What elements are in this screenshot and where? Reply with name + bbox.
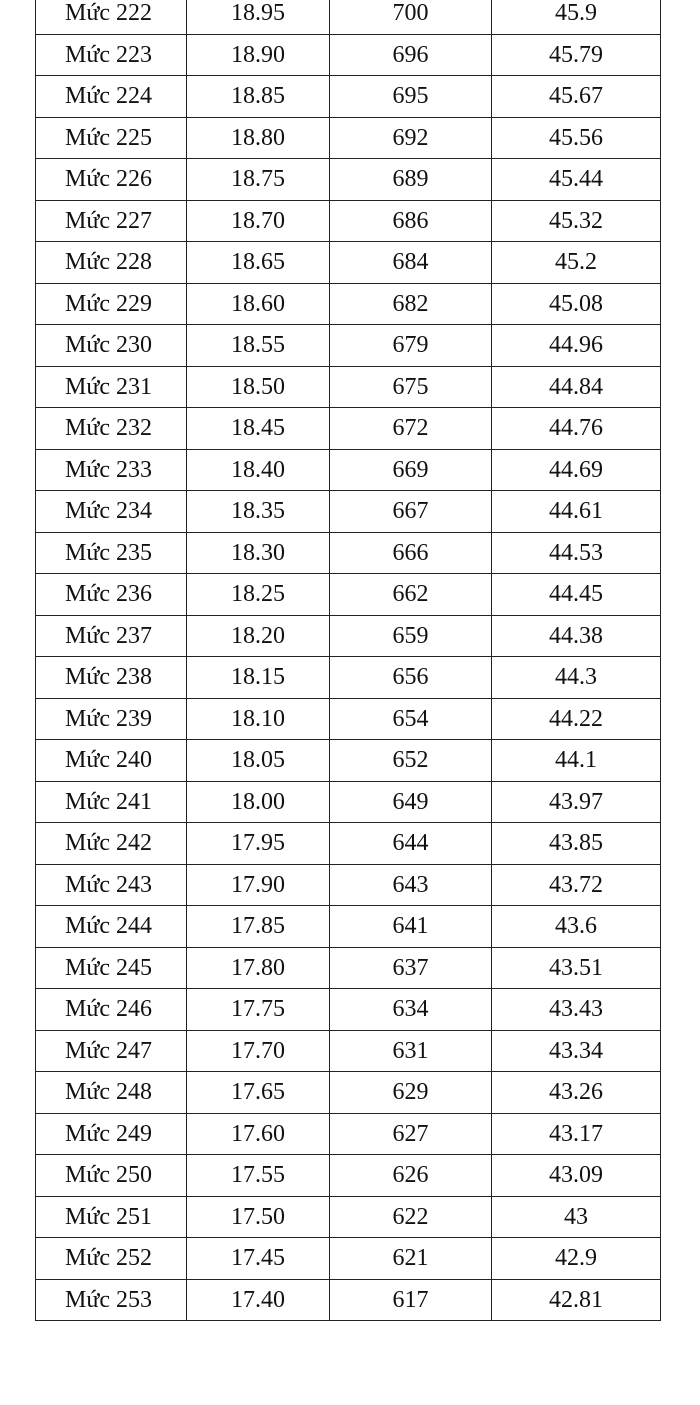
table-row <box>36 491 661 533</box>
table-row <box>36 698 661 740</box>
percent-cell: 43.09 <box>492 1155 661 1197</box>
rank-cell: 626 <box>330 1155 492 1197</box>
rank-cell: 631 <box>330 1030 492 1072</box>
rank-cell: 637 <box>330 947 492 989</box>
level-cell: Mức 239 <box>36 698 187 740</box>
table-row <box>36 1113 661 1155</box>
score-cell: 18.45 <box>187 408 330 450</box>
rank-cell: 666 <box>330 532 492 574</box>
table-row <box>36 283 661 325</box>
level-cell: Mức 243 <box>36 864 187 906</box>
table-row <box>36 1030 661 1072</box>
score-cell: 17.55 <box>187 1155 330 1197</box>
table-row <box>36 864 661 906</box>
rank-cell: 692 <box>330 117 492 159</box>
rank-cell: 617 <box>330 1279 492 1321</box>
table-row <box>36 574 661 616</box>
table-row <box>36 0 661 34</box>
score-cell: 18.25 <box>187 574 330 616</box>
level-cell: Mức 250 <box>36 1155 187 1197</box>
rank-cell: 654 <box>330 698 492 740</box>
level-cell: Mức 244 <box>36 906 187 948</box>
level-cell: Mức 227 <box>36 200 187 242</box>
score-cell: 18.50 <box>187 366 330 408</box>
table-row <box>36 408 661 450</box>
score-cell: 17.75 <box>187 989 330 1031</box>
score-cell: 17.60 <box>187 1113 330 1155</box>
percent-cell: 43.43 <box>492 989 661 1031</box>
score-cell: 18.95 <box>187 0 330 34</box>
rank-cell: 627 <box>330 1113 492 1155</box>
percent-cell: 44.22 <box>492 698 661 740</box>
level-cell: Mức 222 <box>36 0 187 34</box>
percent-cell: 42.9 <box>492 1238 661 1280</box>
table-row <box>36 532 661 574</box>
level-cell: Mức 242 <box>36 823 187 865</box>
score-cell: 17.70 <box>187 1030 330 1072</box>
score-table-body <box>36 0 661 1321</box>
percent-cell: 43.97 <box>492 781 661 823</box>
rank-cell: 643 <box>330 864 492 906</box>
level-cell: Mức 248 <box>36 1072 187 1114</box>
rank-cell: 675 <box>330 366 492 408</box>
score-cell: 18.85 <box>187 76 330 118</box>
percent-cell: 44.45 <box>492 574 661 616</box>
rank-cell: 621 <box>330 1238 492 1280</box>
percent-cell: 43.26 <box>492 1072 661 1114</box>
level-cell: Mức 240 <box>36 740 187 782</box>
rank-cell: 686 <box>330 200 492 242</box>
rank-cell: 662 <box>330 574 492 616</box>
level-cell: Mức 245 <box>36 947 187 989</box>
score-cell: 18.65 <box>187 242 330 284</box>
percent-cell: 44.84 <box>492 366 661 408</box>
percent-cell: 43 <box>492 1196 661 1238</box>
percent-cell: 44.61 <box>492 491 661 533</box>
table-row <box>36 325 661 367</box>
score-cell: 17.90 <box>187 864 330 906</box>
percent-cell: 45.67 <box>492 76 661 118</box>
percent-cell: 45.56 <box>492 117 661 159</box>
table-row <box>36 947 661 989</box>
percent-cell: 45.44 <box>492 159 661 201</box>
table-row <box>36 159 661 201</box>
score-cell: 17.65 <box>187 1072 330 1114</box>
rank-cell: 659 <box>330 615 492 657</box>
score-cell: 18.10 <box>187 698 330 740</box>
level-cell: Mức 231 <box>36 366 187 408</box>
level-cell: Mức 232 <box>36 408 187 450</box>
score-cell: 18.90 <box>187 34 330 76</box>
score-cell: 18.15 <box>187 657 330 699</box>
percent-cell: 43.6 <box>492 906 661 948</box>
rank-cell: 629 <box>330 1072 492 1114</box>
level-cell: Mức 224 <box>36 76 187 118</box>
percent-cell: 42.81 <box>492 1279 661 1321</box>
level-cell: Mức 236 <box>36 574 187 616</box>
percent-cell: 44.53 <box>492 532 661 574</box>
rank-cell: 700 <box>330 0 492 34</box>
score-table <box>35 0 661 1321</box>
level-cell: Mức 253 <box>36 1279 187 1321</box>
rank-cell: 684 <box>330 242 492 284</box>
table-row <box>36 76 661 118</box>
rank-cell: 634 <box>330 989 492 1031</box>
table-row <box>36 34 661 76</box>
score-cell: 17.80 <box>187 947 330 989</box>
rank-cell: 682 <box>330 283 492 325</box>
level-cell: Mức 249 <box>36 1113 187 1155</box>
percent-cell: 44.96 <box>492 325 661 367</box>
percent-cell: 45.32 <box>492 200 661 242</box>
table-row <box>36 1155 661 1197</box>
percent-cell: 44.1 <box>492 740 661 782</box>
level-cell: Mức 247 <box>36 1030 187 1072</box>
score-cell: 18.20 <box>187 615 330 657</box>
table-row <box>36 615 661 657</box>
table-row <box>36 200 661 242</box>
score-cell: 18.60 <box>187 283 330 325</box>
score-cell: 17.95 <box>187 823 330 865</box>
level-cell: Mức 238 <box>36 657 187 699</box>
table-row <box>36 1072 661 1114</box>
rank-cell: 679 <box>330 325 492 367</box>
rank-cell: 641 <box>330 906 492 948</box>
score-cell: 18.30 <box>187 532 330 574</box>
rank-cell: 656 <box>330 657 492 699</box>
table-row <box>36 657 661 699</box>
score-cell: 18.05 <box>187 740 330 782</box>
level-cell: Mức 235 <box>36 532 187 574</box>
rank-cell: 672 <box>330 408 492 450</box>
rank-cell: 689 <box>330 159 492 201</box>
table-row <box>36 906 661 948</box>
level-cell: Mức 233 <box>36 449 187 491</box>
table-row <box>36 117 661 159</box>
rank-cell: 649 <box>330 781 492 823</box>
score-cell: 17.45 <box>187 1238 330 1280</box>
percent-cell: 43.85 <box>492 823 661 865</box>
table-row <box>36 242 661 284</box>
score-cell: 18.80 <box>187 117 330 159</box>
score-cell: 17.50 <box>187 1196 330 1238</box>
percent-cell: 44.38 <box>492 615 661 657</box>
table-row <box>36 449 661 491</box>
table-row <box>36 1196 661 1238</box>
score-cell: 18.70 <box>187 200 330 242</box>
score-cell: 18.40 <box>187 449 330 491</box>
percent-cell: 45.9 <box>492 0 661 34</box>
rank-cell: 667 <box>330 491 492 533</box>
rank-cell: 669 <box>330 449 492 491</box>
table-row <box>36 989 661 1031</box>
rank-cell: 696 <box>330 34 492 76</box>
score-cell: 17.85 <box>187 906 330 948</box>
level-cell: Mức 223 <box>36 34 187 76</box>
score-cell: 18.75 <box>187 159 330 201</box>
percent-cell: 45.08 <box>492 283 661 325</box>
percent-cell: 44.76 <box>492 408 661 450</box>
table-row <box>36 823 661 865</box>
percent-cell: 44.3 <box>492 657 661 699</box>
level-cell: Mức 226 <box>36 159 187 201</box>
percent-cell: 45.2 <box>492 242 661 284</box>
rank-cell: 652 <box>330 740 492 782</box>
percent-cell: 44.69 <box>492 449 661 491</box>
table-row <box>36 781 661 823</box>
table-row <box>36 1279 661 1321</box>
percent-cell: 43.34 <box>492 1030 661 1072</box>
level-cell: Mức 237 <box>36 615 187 657</box>
score-cell: 18.00 <box>187 781 330 823</box>
rank-cell: 644 <box>330 823 492 865</box>
level-cell: Mức 225 <box>36 117 187 159</box>
rank-cell: 622 <box>330 1196 492 1238</box>
table-row <box>36 1238 661 1280</box>
level-cell: Mức 228 <box>36 242 187 284</box>
table-row <box>36 366 661 408</box>
percent-cell: 45.79 <box>492 34 661 76</box>
level-cell: Mức 251 <box>36 1196 187 1238</box>
level-cell: Mức 241 <box>36 781 187 823</box>
level-cell: Mức 234 <box>36 491 187 533</box>
level-cell: Mức 252 <box>36 1238 187 1280</box>
table-row <box>36 740 661 782</box>
percent-cell: 43.17 <box>492 1113 661 1155</box>
level-cell: Mức 229 <box>36 283 187 325</box>
level-cell: Mức 230 <box>36 325 187 367</box>
level-cell: Mức 246 <box>36 989 187 1031</box>
percent-cell: 43.72 <box>492 864 661 906</box>
rank-cell: 695 <box>330 76 492 118</box>
score-cell: 18.35 <box>187 491 330 533</box>
score-cell: 18.55 <box>187 325 330 367</box>
percent-cell: 43.51 <box>492 947 661 989</box>
score-cell: 17.40 <box>187 1279 330 1321</box>
